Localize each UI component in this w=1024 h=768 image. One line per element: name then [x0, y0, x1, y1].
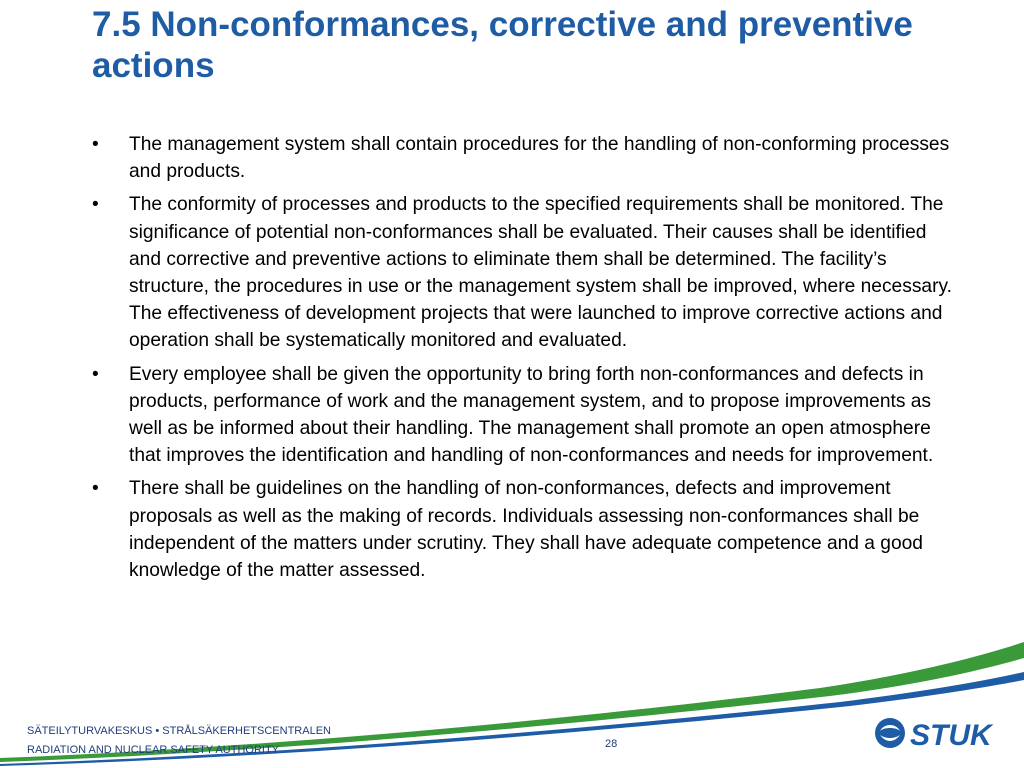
- stuk-logo: [872, 713, 1008, 753]
- footer-org-line2: RADIATION AND NUCLEAR SAFETY AUTHORITY: [27, 744, 280, 756]
- bullet-marker: •: [92, 478, 99, 500]
- bullet-text: There shall be guidelines on the handling of non-conformances, defects and improvement proposals as well as the making of records. Individuals assessing non-conformances shall be independent of the matters under scrutiny. They shall have adequate competence and a good knowledge of the matter assessed.: [129, 478, 923, 582]
- page-number: 28: [605, 738, 618, 750]
- bullet-item: [92, 361, 962, 470]
- bullet-text: The management system shall contain procedures for the handling of non-conforming processes and products.: [129, 134, 950, 183]
- stuk-logo-text: STUK: [910, 719, 992, 752]
- bullet-marker: •: [92, 363, 99, 385]
- stuk-logo-icon: [875, 718, 905, 748]
- bullet-item: [92, 475, 962, 584]
- bullet-marker: •: [92, 134, 99, 155]
- bullet-item: [92, 191, 962, 354]
- bullet-item: [92, 131, 962, 185]
- footer-organization: [27, 722, 331, 760]
- footer-org-line1: SÄTEILYTURVAKESKUS • STRÅLSÄKERHETSCENTRALEN: [27, 725, 331, 737]
- bullet-list: [92, 131, 962, 590]
- slide-title: 7.5 Non-conformances, corrective and preventive actions: [92, 5, 913, 85]
- bullet-marker: •: [92, 194, 99, 216]
- bullet-text: Every employee shall be given the opportunity to bring forth non-conformances and defects in products, performance of work and the management system, and to propose improvements as well as be informed about their handling. The management shall promote an open atmosphere that improves the identification and handling of non-conformances and needs for improvement.: [129, 363, 934, 467]
- bullet-text: The conformity of processes and products to the specified requirements shall be monitored. The significance of potential non-conformances shall be evaluated. Their causes shall be identified and corrective and preventive actions to eliminate them shall be determined. The facility’s structure, the procedures in use or the management system shall be improved, where necessary. The effectiveness of development projects that were launched to improve corrective actions and operation shall be systematically monitored and evaluated.: [129, 194, 952, 352]
